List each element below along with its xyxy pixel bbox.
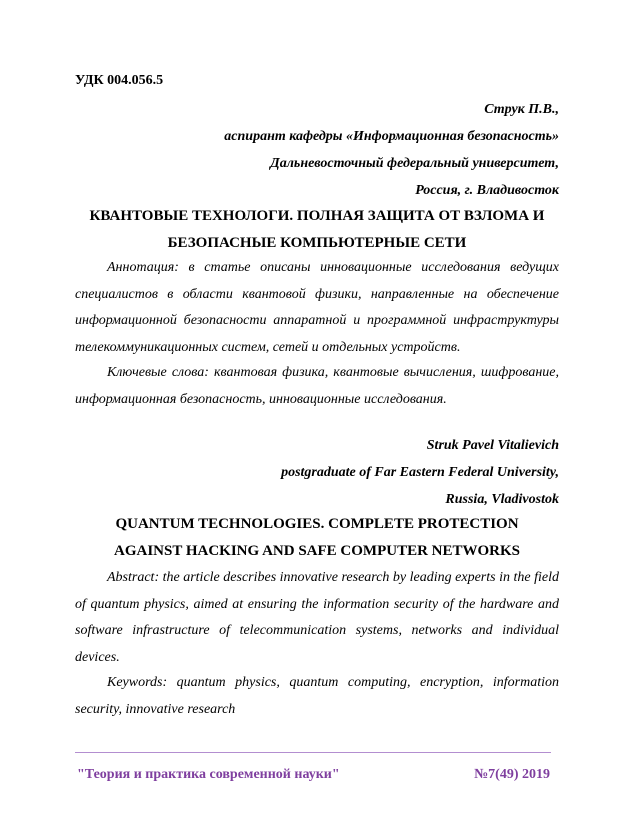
udk-code: УДК 004.056.5 (75, 73, 164, 88)
ru-author-university: Дальневосточный федеральный университет, (270, 156, 559, 171)
en-keywords: Keywords: quantum physics, quantum computing, encryption, information security, innovative research (75, 675, 559, 717)
ru-author-location: Россия, г. Владивосток (415, 183, 559, 198)
footer-divider (75, 752, 551, 753)
ru-title-line2: БЕЗОПАСНЫЕ КОМПЬЮТЕРНЫЕ СЕТИ (167, 235, 467, 251)
ru-author-block (224, 96, 559, 204)
en-title (75, 511, 559, 565)
en-abstract: Abstract: the article describes innovative research by leading experts in the field of quantum physics, aimed at ensuring the information security of the hardware and software infrastructure of telecommunication systems, networks and individual devices. (75, 570, 559, 665)
ru-title (75, 203, 559, 257)
ru-title-line1: КВАНТОВЫЕ ТЕХНОЛОГИ. ПОЛНАЯ ЗАЩИТА ОТ ВЗЛОМА И (89, 208, 545, 224)
ru-abstract: Аннотация: в статье описаны инновационные исследования ведущих специалистов в области квантовой физики, направленные на обеспечение информационной безопасности аппаратной и программной инфраструктуры телекоммуникационных систем, сетей и отдельных устройств. (75, 260, 559, 355)
en-title-line2: AGAINST HACKING AND SAFE COMPUTER NETWORKS (113, 543, 521, 559)
footer-journal-name: "Теория и практика современной науки" (77, 767, 340, 782)
ru-author-name: Струк П.В., (484, 102, 559, 117)
en-author-location: Russia, Vladivostok (445, 492, 559, 507)
en-title-line1: QUANTUM TECHNOLOGIES. COMPLETE PROTECTION (115, 516, 519, 532)
ru-author-position: аспирант кафедры «Информационная безопасность» (224, 129, 559, 144)
footer-issue-number: №7(49) 2019 (474, 767, 550, 782)
en-author-name: Struk Pavel Vitalievich (426, 438, 559, 453)
ru-keywords: Ключевые слова: квантовая физика, квантовые вычисления, шифрование, информационная безопасность, инновационные исследования. (75, 365, 559, 407)
en-author-block (281, 432, 559, 513)
en-author-position: postgraduate of Far Eastern Federal University, (281, 465, 559, 480)
